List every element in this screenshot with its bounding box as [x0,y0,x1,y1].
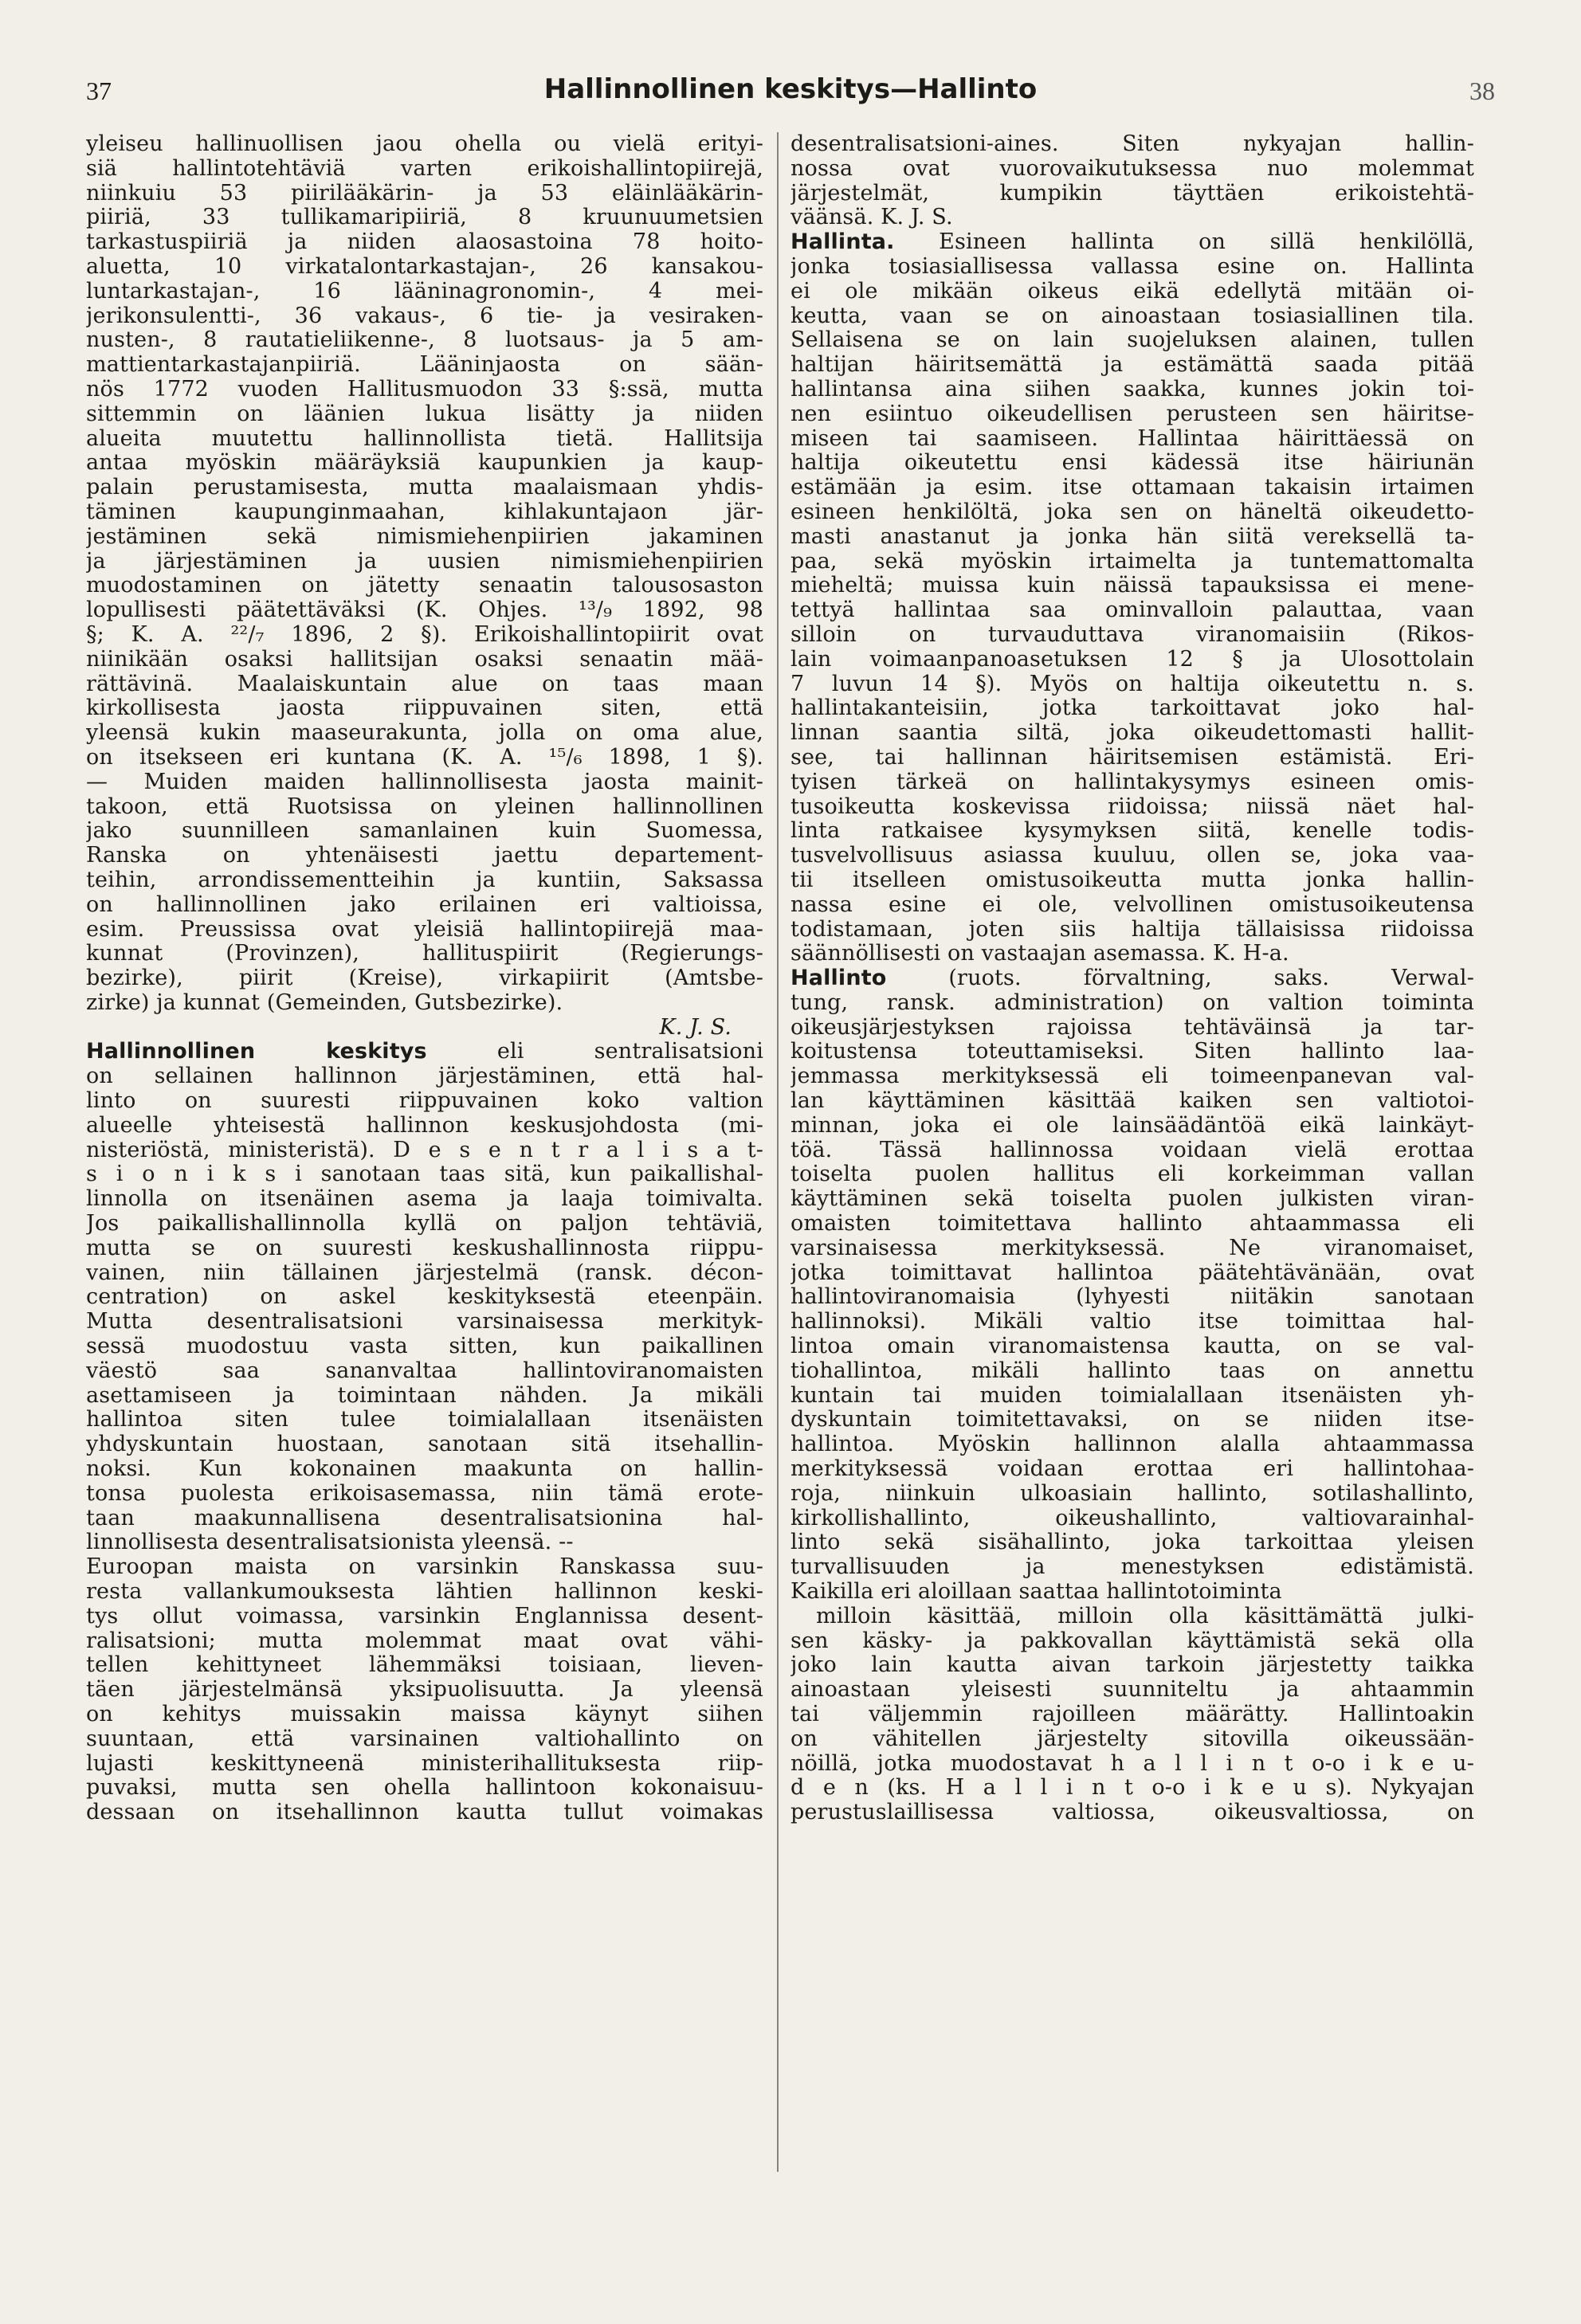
text-line: dessaan on itsehallinnon kautta tullut voimakas [86,1801,763,1825]
text-line: noksi. Kun kokonainen maakunta on hallin- [86,1457,763,1482]
text-line: todistamaan, joten siis haltija tällaisissa riidoissa [790,917,1474,942]
text-line: töä. Tässä hallinnossa voidaan vielä erottaa [790,1138,1474,1162]
text-line: lintoa omain viranomaistensa kautta, on se val- [790,1334,1474,1359]
text-line: oikeusjärjestyksen rajoissa tehtäväinsä ja tar- [790,1015,1474,1040]
text-line: ainoastaan yleisesti suunniteltu ja ahtaammin [790,1678,1474,1703]
text-line: Kaikilla eri aloillaan saattaa hallintotoiminta [790,1580,1282,1605]
text-line: lujasti keskittyneenä ministerihallituksesta riip- [86,1751,763,1776]
text-line: Hallinta. Esineen hallinta on sillä henkilöllä, [790,230,1474,255]
text-line: antaa myöskin määräyksiä kaupunkien ja kaup- [86,451,763,476]
text-line: vainen, niin tällainen järjestelmä (ransk. décon- [86,1260,763,1285]
text-line: toiselta puolen hallitus eli korkeimman vallan [790,1162,1474,1187]
text-line: linto sekä sisähallinto, joka tarkoittaa yleisen [790,1530,1474,1555]
text-line: minnan, joka ei ole lainsäädäntöä eikä lainkäyt- [790,1113,1474,1138]
text-line: ralisatsioni; mutta molemmat maat ovat vähi- [86,1628,763,1653]
text-line: hallintansa aina siihen saakka, kunnes jokin toi- [790,377,1474,402]
text-line: jonka tosiasiallisessa vallassa esine on. Hallinta [790,254,1474,279]
text-line: nöillä, jotka muodostavat h a l l i n t o-o i k e u- [790,1751,1474,1776]
text-line: centration) on askel keskityksestä eteenpäin. [86,1285,763,1310]
text-line: tyisen tärkeä on hallintakysymys esineen omis- [790,770,1474,794]
text-line: asettamiseen ja toimintaan nähden. Ja mikäli [86,1383,763,1408]
text-line: koitustensa toteuttamiseksi. Siten hallinto laa- [790,1040,1474,1064]
text-line: jestäminen sekä nimismiehenpiirien jakaminen [86,524,763,549]
text-line: on kehitys muissakin maissa käynyt siihen [86,1703,763,1726]
text-line: d e n (ks. H a l l i n t o-o i k e u s). Nykyajan [790,1776,1474,1801]
text-line: — Muiden maiden hallinnollisesta jaosta mainit- [86,770,763,794]
text-line: nös 1772 vuoden Hallitusmuodon 33 §:ssä, mutta [86,377,763,402]
text-line: bezirke), piirit (Kreise), virkapiirit (Amtsbe- [86,966,763,991]
text-line: mutta se on suuresti keskushallinnosta riippu- [86,1236,763,1260]
text-line: 7 luvun 14 §). Myös on haltija oikeutettu n. s. [790,672,1474,696]
text-line: Euroopan maista on varsinkin Ranskassa suu- [86,1555,763,1580]
text-line: Hallinto (ruots. förvaltning, saks. Verwal- [790,966,1474,991]
text-line: tonsa puolesta erikoisasemassa, niin tämä erote- [86,1481,763,1506]
text-line: estämään ja esim. itse ottamaan takaisin irtaimen [790,476,1474,500]
text-line: kuntain tai muiden toimialallaan itsenäisten yh- [790,1383,1474,1408]
text-line: teihin, arrondissementteihin ja kuntiin, Saksassa [86,868,763,892]
text-line: masti anastanut ja jonka hän siitä vereksellä ta- [790,524,1474,549]
text-line: luntarkastajan-, 16 lääninagronomin-, 4 mei- [86,279,763,304]
text-line: esim. Preussissa ovat yleisiä hallintopiirejä maa- [86,917,763,942]
text-line: perustuslaillisessa valtiossa, oikeusvaltiossa, on [790,1801,1474,1825]
text-line: yleensä kukin maaseurakunta, jolla on oma alue, [86,721,763,746]
text-line: miseen tai saamiseen. Hallintaa häirittäessä on [790,426,1474,451]
text-line: tung, ransk. administration) on valtion toiminta [790,990,1474,1015]
text-line: see, tai hallinnan häiritsemisen estämistä. Eri- [790,745,1474,770]
text-line: linnolla on itsenäinen asema ja laaja toimivalta. [86,1187,763,1212]
text-line: roja, niinkuin ulkoasiain hallinto, sotilashallinto, [790,1481,1474,1506]
text-line: Sellaisena se on lain suojeluksen alainen, tullen [790,328,1474,353]
text-line: väestö saa sananvaltaa hallintoviranomaisten [86,1358,763,1383]
text-line: jerikonsulentti-, 36 vakaus-, 6 tie- ja vesiraken- [86,304,763,328]
text-line: K. J. S. [659,1015,732,1040]
text-line: nassa esine ei ole, velvollinen omistusoikeutensa [790,892,1474,917]
text-line: tai väljemmin rajoilleen määrätty. Hallintoakin [790,1703,1474,1726]
text-line: kunnat (Provinzen), hallituspiirit (Regierungs- [86,942,763,966]
text-line: tarkastuspiiriä ja niiden alaosastoina 78 hoito- [86,230,763,255]
text-line: väänsä. K. J. S. [790,206,953,230]
text-line: nossa ovat vuorovaikutuksessa nuo molemmat [790,156,1474,181]
text-line: kirkollishallinto, oikeushallinto, valtiovarainhal- [790,1506,1474,1530]
page-number-right: 38 [1469,76,1495,105]
text-line: taan maakunnallisena desentralisatsionina hal- [86,1506,763,1530]
text-line: tii itselleen omistusoikeutta mutta jonka hallin- [790,868,1474,892]
text-line: mieheltä; muissa kuin näissä tapauksissa ei mene- [790,574,1474,598]
text-line: linto on suuresti riippuvainen koko valtion [86,1089,763,1114]
text-line: turvallisuuden ja menestyksen edistämistä. [790,1555,1474,1580]
left-column [86,132,763,2283]
text-line: merkityksessä voidaan erottaa eri hallintohaa- [790,1457,1474,1482]
text-line: piiriä, 33 tullikamaripiiriä, 8 kruunuumetsien [86,206,763,230]
text-line: sen käsky- ja pakkovallan käyttämistä sekä olla [790,1628,1474,1653]
text-line: haltijan häiritsemättä ja estämättä saada pitää [790,353,1474,378]
text-line: ei ole mikään oikeus eikä edellytä mitään oi- [790,279,1474,304]
text-line: rättävinä. Maalaiskuntain alue on taas maan [86,672,763,696]
text-line: linnan saantia siltä, joka oikeudettomasti hallit- [790,721,1474,746]
text-line: palain perustamisesta, mutta maalaismaan yhdis- [86,476,763,500]
text-line: desentralisatsioni-aines. Siten nykyajan hallin- [790,132,1474,156]
text-line: yleiseu hallinuollisen jaou ohella ou vielä erityi- [86,132,763,156]
text-line: muodostaminen on jätetty senaatin talousosaston [86,574,763,598]
text-line: keutta, vaan se on ainoastaan tosiasiallinen tila. [790,304,1474,328]
text-line: on vähitellen järjestelty sitovilla oikeussään- [790,1726,1474,1751]
text-line: nen esiintuo oikeudellisen perusteen sen häiritse- [790,402,1474,426]
text-line: s i o n i k s i sanotaan taas sitä, kun paikallishal- [86,1162,763,1187]
text-line: käyttäminen sekä toiselta puolen julkisten viran- [790,1187,1474,1212]
text-line: Ranska on yhtenäisesti jaettu departement- [86,844,763,868]
text-line: jako suunnilleen samanlainen kuin Suomessa, [86,819,763,844]
text-line: täminen kaupunginmaahan, kihlakuntajaon jär- [86,500,763,524]
text-line: tiohallintoa, mikäli hallinto taas on annettu [790,1358,1474,1383]
text-line: siä hallintotehtäviä varten erikoishallintopiirejä, [86,156,763,181]
text-line: yhdyskuntain huostaan, sanotaan sitä itsehallin- [86,1432,763,1457]
text-line: ja järjestäminen ja uusien nimismiehenpiirien [86,549,763,574]
text-line: tusvelvollisuus asiassa kuuluu, ollen se, joka vaa- [790,844,1474,868]
text-line: tettyä hallintaa saa ominvalloin palauttaa, vaan [790,598,1474,623]
text-line: dyskuntain toimitettavaksi, on se niiden itse- [790,1408,1474,1432]
text-line: tys ollut voimassa, varsinkin Englannissa desent- [86,1604,763,1628]
text-line: alueelle yhteisestä hallinnon keskusjohdosta (mi- [86,1113,763,1138]
text-line: lain voimaanpanoasetuksen 12 § ja Ulosottolain [790,647,1474,672]
text-line: sittemmin on läänien lukua lisätty ja niiden [86,402,763,426]
text-line: esineen henkilöltä, joka sen on häneltä oikeudetto- [790,500,1474,524]
text-line: tellen kehittyneet lähemmäksi toisiaan, lieven- [86,1653,763,1678]
column-divider [777,132,779,2172]
text-line: varsinaisessa merkityksessä. Ne viranomaiset, [790,1236,1474,1260]
text-line: lan käyttäminen käsittää kaiken sen valtiotoi- [790,1089,1474,1114]
text-line: tusoikeutta koskevissa riidoissa; niissä näet hal- [790,794,1474,819]
text-line: hallintoa. Myöskin hallinnon alalla ahtaammassa [790,1432,1474,1457]
text-line: hallintoa siten tulee toimialallaan itsenäisten [86,1408,763,1432]
text-line: resta vallankumouksesta lähtien hallinnon keski- [86,1580,763,1605]
text-line: jemmassa merkityksessä eli toimeenpanevan val- [790,1064,1474,1089]
text-line: järjestelmät, kumpikin täyttäen erikoistehtä- [790,181,1474,206]
text-line: on itsekseen eri kuntana (K. A. ¹⁵/₆ 1898, 1 §). [86,745,763,770]
text-line: milloin käsittää, milloin olla käsittämättä julki- [816,1604,1474,1628]
text-line: Jos paikallishallinnolla kyllä on paljon tehtäviä, [86,1212,763,1236]
text-line: Mutta desentralisatsioni varsinaisessa merkityk- [86,1310,763,1334]
text-line: on sellainen hallinnon järjestäminen, että hal- [86,1064,763,1089]
text-line: aluetta, 10 virkatalontarkastajan-, 26 kansakou- [86,254,763,279]
text-line: alueita muutettu hallinnollista tietä. Hallitsija [86,426,763,451]
text-line: niinikään osaksi hallitsijan osaksi senaatin mää- [86,647,763,672]
text-line: linnollisesta desentralisatsionista yleensä. -- [86,1530,574,1555]
text-line: säännöllisesti on vastaajan asemassa. K. H-a. [790,942,1289,966]
text-line: Hallinnollinen keskitys eli sentralisatsioni [86,1040,763,1064]
text-line: hallinnoksi). Mikäli valtio itse toimittaa hal- [790,1310,1474,1334]
text-line: silloin on turvauduttava viranomaisiin (Rikos- [790,622,1474,647]
text-line: omaisten toimitettava hallinto ahtaammassa eli [790,1212,1474,1236]
text-line: haltija oikeutettu ensi kädessä itse häiriunän [790,451,1474,476]
right-column [790,132,1474,2283]
text-line: takoon, että Ruotsissa on yleinen hallinnollinen [86,794,763,819]
text-line: suuntaan, että varsinainen valtiohallinto on [86,1726,763,1751]
text-line: nusten-, 8 rautatieliikenne-, 8 luotsaus- ja 5 am- [86,328,763,353]
text-line: niinkuiu 53 piirilääkärin- ja 53 eläinlääkärin- [86,181,763,206]
text-line: nisteriöstä, ministeristä). D e s e n t r a l i s a t- [86,1138,763,1162]
text-line: paa, sekä myöskin irtaimelta ja tuntemattomalta [790,549,1474,574]
text-line: §; K. A. ²²/₇ 1896, 2 §). Erikoishallintopiirit ovat [86,622,763,647]
text-line: jotka toimittavat hallintoa päätehtävänään, ovat [790,1260,1474,1285]
text-line: hallintoviranomaisia (lyhyesti niitäkin sanotaan [790,1285,1474,1310]
text-line: joko lain kautta aivan tarkoin järjestetty taikka [790,1653,1474,1678]
text-line: mattientarkastajanpiiriä. Lääninjaosta on sään- [86,353,763,378]
running-title: Hallinnollinen keskitys—Hallinto [543,73,1038,105]
page-number-left: 37 [86,76,112,105]
text-line: linta ratkaisee kysymyksen siitä, kenelle todis- [790,819,1474,844]
text-line: on hallinnollinen jako erilainen eri valtioissa, [86,892,763,917]
text-line: sessä muodostuu vasta sitten, kun paikallinen [86,1334,763,1359]
text-line: täen järjestelmänsä yksipuolisuutta. Ja yleensä [86,1678,763,1703]
text-line: lopullisesti päätettäväksi (K. Ohjes. ¹³/₉ 1892, 98 [86,598,763,623]
page-header [86,73,1495,115]
text-line: hallintakanteisiin, jotka tarkoittavat joko hal- [790,696,1474,721]
text-line: kirkollisesta jaosta riippuvainen siten, että [86,696,763,721]
text-line: puvaksi, mutta sen ohella hallintoon kokonaisuu- [86,1776,763,1801]
text-line: zirke) ja kunnat (Gemeinden, Gutsbezirke). [86,990,563,1015]
